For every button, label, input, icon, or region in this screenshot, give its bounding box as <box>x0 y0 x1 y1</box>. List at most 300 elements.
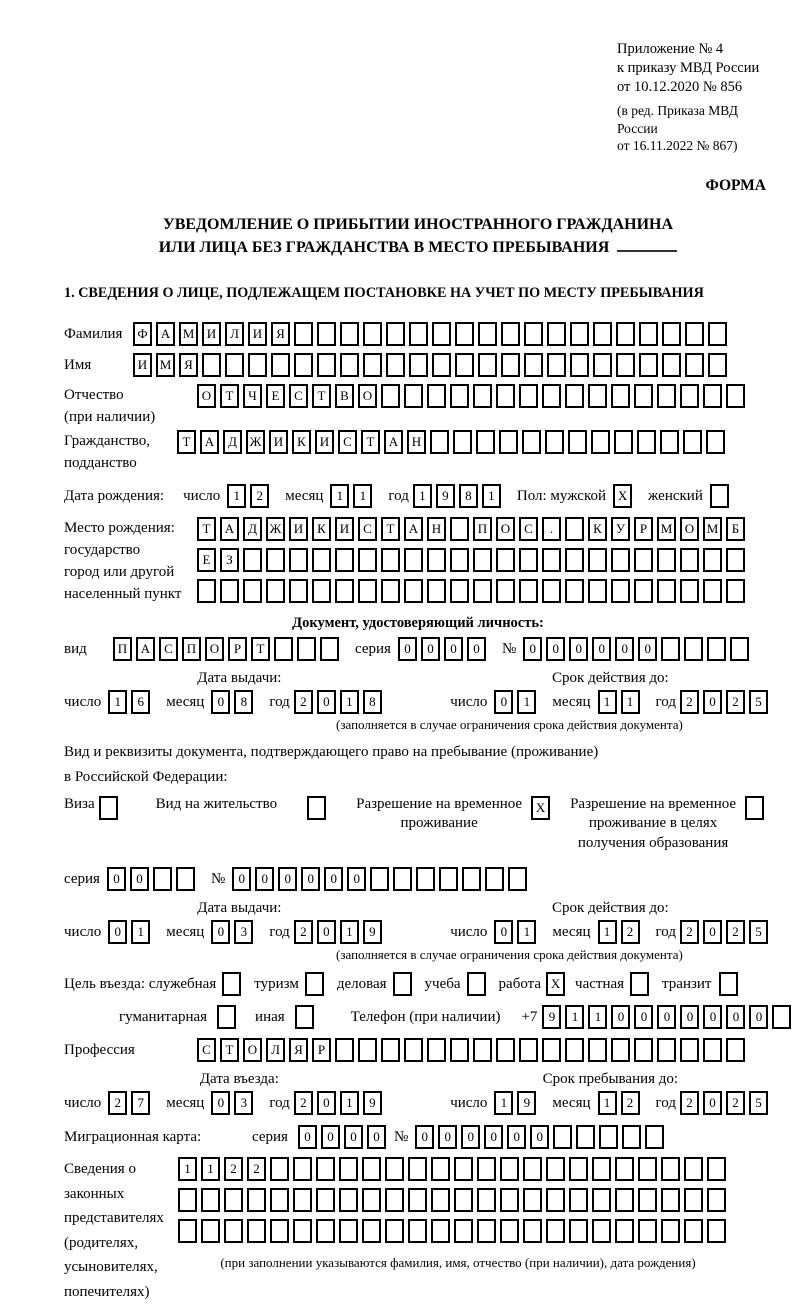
char-cell[interactable] <box>637 430 656 454</box>
char-cell[interactable] <box>320 637 339 661</box>
char-cell[interactable] <box>592 1188 611 1212</box>
char-cell[interactable] <box>293 1188 312 1212</box>
char-cell[interactable] <box>599 1125 618 1149</box>
char-cell[interactable] <box>454 1219 473 1243</box>
char-cell[interactable] <box>432 353 451 377</box>
char-cell[interactable]: 5 <box>749 920 768 944</box>
char-cell[interactable] <box>450 548 469 572</box>
char-cell[interactable] <box>427 579 446 603</box>
char-cell[interactable] <box>339 1157 358 1181</box>
char-cell[interactable]: И <box>248 322 267 346</box>
char-cell[interactable] <box>450 1038 469 1062</box>
char-cell[interactable] <box>523 1157 542 1181</box>
char-cell[interactable] <box>501 353 520 377</box>
char-cell[interactable] <box>316 1219 335 1243</box>
char-cell[interactable]: С <box>338 430 357 454</box>
char-cell[interactable]: 0 <box>444 637 463 661</box>
char-cell[interactable]: М <box>156 353 175 377</box>
char-cell[interactable]: 0 <box>749 1005 768 1029</box>
char-cell[interactable] <box>381 1038 400 1062</box>
char-cell[interactable]: 2 <box>726 920 745 944</box>
char-cell[interactable]: 0 <box>546 637 565 661</box>
char-cell[interactable]: 0 <box>255 867 274 891</box>
char-cell[interactable] <box>404 548 423 572</box>
char-cell[interactable] <box>661 1219 680 1243</box>
char-cell[interactable]: Я <box>179 353 198 377</box>
char-cell[interactable] <box>363 322 382 346</box>
char-cell[interactable] <box>570 322 589 346</box>
char-cell[interactable] <box>362 1219 381 1243</box>
char-cell[interactable]: А <box>136 637 155 661</box>
checkbox-cell[interactable] <box>99 796 118 820</box>
char-cell[interactable] <box>565 1038 584 1062</box>
char-cell[interactable] <box>680 384 699 408</box>
char-cell[interactable]: А <box>156 322 175 346</box>
char-cell[interactable] <box>289 548 308 572</box>
char-cell[interactable]: 1 <box>621 690 640 714</box>
checkbox-cell[interactable] <box>745 796 764 820</box>
char-cell[interactable] <box>404 384 423 408</box>
char-cell[interactable] <box>638 1219 657 1243</box>
char-cell[interactable] <box>565 548 584 572</box>
char-cell[interactable] <box>439 867 458 891</box>
char-cell[interactable] <box>363 353 382 377</box>
char-cell[interactable] <box>726 548 745 572</box>
char-cell[interactable] <box>385 1188 404 1212</box>
char-cell[interactable] <box>381 548 400 572</box>
char-cell[interactable]: Т <box>251 637 270 661</box>
char-cell[interactable]: П <box>473 517 492 541</box>
char-cell[interactable] <box>381 384 400 408</box>
char-cell[interactable] <box>340 353 359 377</box>
char-cell[interactable] <box>524 353 543 377</box>
char-cell[interactable]: П <box>182 637 201 661</box>
char-cell[interactable] <box>501 322 520 346</box>
char-cell[interactable] <box>297 637 316 661</box>
char-cell[interactable]: Д <box>223 430 242 454</box>
char-cell[interactable] <box>289 579 308 603</box>
char-cell[interactable]: 2 <box>294 1091 313 1115</box>
char-cell[interactable]: 2 <box>108 1091 127 1115</box>
char-cell[interactable]: 9 <box>542 1005 561 1029</box>
char-cell[interactable]: 0 <box>298 1125 317 1149</box>
char-cell[interactable]: 8 <box>459 484 478 508</box>
char-cell[interactable] <box>611 548 630 572</box>
char-cell[interactable]: С <box>197 1038 216 1062</box>
char-cell[interactable]: 0 <box>703 920 722 944</box>
char-cell[interactable]: 0 <box>726 1005 745 1029</box>
char-cell[interactable]: Ф <box>133 322 152 346</box>
char-cell[interactable]: П <box>113 637 132 661</box>
char-cell[interactable] <box>616 353 635 377</box>
char-cell[interactable]: 1 <box>340 920 359 944</box>
char-cell[interactable] <box>427 384 446 408</box>
char-cell[interactable] <box>335 579 354 603</box>
char-cell[interactable]: Т <box>361 430 380 454</box>
char-cell[interactable]: 0 <box>592 637 611 661</box>
char-cell[interactable]: 1 <box>178 1157 197 1181</box>
char-cell[interactable] <box>478 353 497 377</box>
char-cell[interactable] <box>708 353 727 377</box>
char-cell[interactable]: 2 <box>247 1157 266 1181</box>
char-cell[interactable]: О <box>358 384 377 408</box>
char-cell[interactable]: 0 <box>344 1125 363 1149</box>
char-cell[interactable]: Т <box>220 384 239 408</box>
char-cell[interactable]: 0 <box>494 690 513 714</box>
char-cell[interactable]: У <box>611 517 630 541</box>
char-cell[interactable] <box>293 1219 312 1243</box>
char-cell[interactable] <box>247 1219 266 1243</box>
char-cell[interactable] <box>592 1157 611 1181</box>
char-cell[interactable] <box>684 1188 703 1212</box>
char-cell[interactable]: 0 <box>467 637 486 661</box>
char-cell[interactable]: 0 <box>130 867 149 891</box>
char-cell[interactable] <box>565 579 584 603</box>
char-cell[interactable] <box>409 322 428 346</box>
char-cell[interactable] <box>519 548 538 572</box>
char-cell[interactable] <box>370 867 389 891</box>
char-cell[interactable]: 9 <box>436 484 455 508</box>
checkbox-cell[interactable] <box>630 972 649 996</box>
checkbox-cell[interactable] <box>307 796 326 820</box>
char-cell[interactable] <box>178 1219 197 1243</box>
char-cell[interactable]: С <box>519 517 538 541</box>
char-cell[interactable]: Л <box>266 1038 285 1062</box>
checkbox-cell[interactable]: X <box>546 972 565 996</box>
char-cell[interactable]: М <box>657 517 676 541</box>
char-cell[interactable] <box>660 430 679 454</box>
char-cell[interactable]: 3 <box>234 920 253 944</box>
checkbox-cell[interactable] <box>305 972 324 996</box>
char-cell[interactable]: 1 <box>588 1005 607 1029</box>
char-cell[interactable]: 1 <box>340 1091 359 1115</box>
char-cell[interactable]: З <box>220 548 239 572</box>
char-cell[interactable] <box>657 548 676 572</box>
char-cell[interactable]: 0 <box>484 1125 503 1149</box>
char-cell[interactable]: 2 <box>680 920 699 944</box>
char-cell[interactable] <box>335 1038 354 1062</box>
char-cell[interactable] <box>270 1157 289 1181</box>
char-cell[interactable]: 1 <box>131 920 150 944</box>
char-cell[interactable] <box>662 353 681 377</box>
char-cell[interactable] <box>317 322 336 346</box>
char-cell[interactable] <box>519 384 538 408</box>
char-cell[interactable]: 1 <box>482 484 501 508</box>
char-cell[interactable] <box>706 430 725 454</box>
char-cell[interactable] <box>430 430 449 454</box>
char-cell[interactable]: Н <box>427 517 446 541</box>
char-cell[interactable] <box>508 867 527 891</box>
char-cell[interactable] <box>622 1125 641 1149</box>
char-cell[interactable]: С <box>289 384 308 408</box>
char-cell[interactable] <box>500 1219 519 1243</box>
char-cell[interactable]: К <box>588 517 607 541</box>
char-cell[interactable] <box>542 384 561 408</box>
char-cell[interactable] <box>339 1219 358 1243</box>
char-cell[interactable]: . <box>542 517 561 541</box>
char-cell[interactable] <box>404 1038 423 1062</box>
char-cell[interactable]: Р <box>228 637 247 661</box>
char-cell[interactable]: О <box>197 384 216 408</box>
char-cell[interactable]: 1 <box>227 484 246 508</box>
char-cell[interactable]: 0 <box>317 920 336 944</box>
char-cell[interactable] <box>358 548 377 572</box>
char-cell[interactable] <box>476 430 495 454</box>
char-cell[interactable] <box>684 1157 703 1181</box>
char-cell[interactable]: Ч <box>243 384 262 408</box>
char-cell[interactable] <box>316 1188 335 1212</box>
char-cell[interactable] <box>611 1038 630 1062</box>
char-cell[interactable] <box>685 353 704 377</box>
char-cell[interactable] <box>680 1038 699 1062</box>
char-cell[interactable]: Т <box>381 517 400 541</box>
char-cell[interactable]: 1 <box>340 690 359 714</box>
char-cell[interactable] <box>523 1219 542 1243</box>
char-cell[interactable]: 1 <box>494 1091 513 1115</box>
char-cell[interactable] <box>730 637 749 661</box>
char-cell[interactable] <box>178 1188 197 1212</box>
char-cell[interactable] <box>657 579 676 603</box>
char-cell[interactable]: 0 <box>507 1125 526 1149</box>
char-cell[interactable]: О <box>243 1038 262 1062</box>
char-cell[interactable]: Т <box>197 517 216 541</box>
char-cell[interactable]: Л <box>225 322 244 346</box>
char-cell[interactable] <box>661 1157 680 1181</box>
char-cell[interactable] <box>362 1188 381 1212</box>
char-cell[interactable] <box>542 1038 561 1062</box>
char-cell[interactable] <box>588 579 607 603</box>
char-cell[interactable] <box>568 430 587 454</box>
char-cell[interactable]: 1 <box>598 920 617 944</box>
char-cell[interactable] <box>274 637 293 661</box>
checkbox-cell[interactable] <box>217 1005 236 1029</box>
char-cell[interactable]: К <box>312 517 331 541</box>
char-cell[interactable]: А <box>200 430 219 454</box>
char-cell[interactable] <box>662 322 681 346</box>
char-cell[interactable] <box>569 1157 588 1181</box>
char-cell[interactable] <box>500 1188 519 1212</box>
char-cell[interactable] <box>477 1157 496 1181</box>
char-cell[interactable]: А <box>404 517 423 541</box>
char-cell[interactable]: 0 <box>611 1005 630 1029</box>
char-cell[interactable]: 2 <box>294 920 313 944</box>
char-cell[interactable] <box>500 1157 519 1181</box>
char-cell[interactable] <box>772 1005 791 1029</box>
char-cell[interactable] <box>294 322 313 346</box>
char-cell[interactable] <box>657 1038 676 1062</box>
char-cell[interactable]: 2 <box>294 690 313 714</box>
char-cell[interactable] <box>591 430 610 454</box>
checkbox-cell[interactable]: X <box>613 484 632 508</box>
char-cell[interactable]: 6 <box>131 690 150 714</box>
char-cell[interactable]: 7 <box>131 1091 150 1115</box>
char-cell[interactable]: Е <box>197 548 216 572</box>
char-cell[interactable]: Ж <box>246 430 265 454</box>
char-cell[interactable] <box>271 353 290 377</box>
char-cell[interactable] <box>340 322 359 346</box>
char-cell[interactable] <box>645 1125 664 1149</box>
char-cell[interactable]: 1 <box>201 1157 220 1181</box>
char-cell[interactable]: 9 <box>363 920 382 944</box>
char-cell[interactable]: А <box>384 430 403 454</box>
char-cell[interactable] <box>248 353 267 377</box>
char-cell[interactable] <box>224 1188 243 1212</box>
char-cell[interactable] <box>576 1125 595 1149</box>
char-cell[interactable]: А <box>220 517 239 541</box>
char-cell[interactable] <box>657 384 676 408</box>
char-cell[interactable] <box>588 1038 607 1062</box>
checkbox-cell[interactable] <box>467 972 486 996</box>
char-cell[interactable]: 0 <box>569 637 588 661</box>
char-cell[interactable]: 0 <box>301 867 320 891</box>
char-cell[interactable] <box>661 1188 680 1212</box>
char-cell[interactable] <box>615 1188 634 1212</box>
char-cell[interactable] <box>638 1188 657 1212</box>
char-cell[interactable] <box>312 579 331 603</box>
char-cell[interactable] <box>519 579 538 603</box>
char-cell[interactable] <box>454 1188 473 1212</box>
char-cell[interactable]: 0 <box>367 1125 386 1149</box>
char-cell[interactable] <box>450 579 469 603</box>
char-cell[interactable]: 5 <box>749 1091 768 1115</box>
char-cell[interactable]: 0 <box>321 1125 340 1149</box>
char-cell[interactable] <box>707 1219 726 1243</box>
char-cell[interactable] <box>270 1219 289 1243</box>
char-cell[interactable] <box>638 1157 657 1181</box>
char-cell[interactable] <box>639 353 658 377</box>
char-cell[interactable]: 2 <box>224 1157 243 1181</box>
char-cell[interactable] <box>270 1188 289 1212</box>
char-cell[interactable] <box>522 430 541 454</box>
char-cell[interactable] <box>614 430 633 454</box>
char-cell[interactable] <box>546 1188 565 1212</box>
char-cell[interactable] <box>616 322 635 346</box>
char-cell[interactable]: Я <box>289 1038 308 1062</box>
char-cell[interactable] <box>473 384 492 408</box>
char-cell[interactable] <box>615 1219 634 1243</box>
char-cell[interactable] <box>454 1157 473 1181</box>
char-cell[interactable] <box>680 548 699 572</box>
char-cell[interactable] <box>545 430 564 454</box>
char-cell[interactable] <box>499 430 518 454</box>
char-cell[interactable]: И <box>289 517 308 541</box>
char-cell[interactable] <box>462 867 481 891</box>
char-cell[interactable] <box>708 322 727 346</box>
char-cell[interactable]: 1 <box>108 690 127 714</box>
char-cell[interactable]: 0 <box>108 920 127 944</box>
char-cell[interactable] <box>243 548 262 572</box>
char-cell[interactable]: 0 <box>107 867 126 891</box>
char-cell[interactable] <box>427 1038 446 1062</box>
char-cell[interactable] <box>312 548 331 572</box>
char-cell[interactable] <box>408 1219 427 1243</box>
char-cell[interactable] <box>427 548 446 572</box>
char-cell[interactable] <box>294 353 313 377</box>
char-cell[interactable] <box>546 1157 565 1181</box>
char-cell[interactable] <box>385 1219 404 1243</box>
char-cell[interactable] <box>473 579 492 603</box>
char-cell[interactable]: 0 <box>317 1091 336 1115</box>
char-cell[interactable] <box>477 1219 496 1243</box>
char-cell[interactable] <box>726 1038 745 1062</box>
char-cell[interactable] <box>386 353 405 377</box>
char-cell[interactable] <box>569 1219 588 1243</box>
char-cell[interactable] <box>266 548 285 572</box>
checkbox-cell[interactable]: X <box>531 796 550 820</box>
char-cell[interactable] <box>639 322 658 346</box>
char-cell[interactable] <box>542 579 561 603</box>
char-cell[interactable]: М <box>703 517 722 541</box>
char-cell[interactable]: 1 <box>517 920 536 944</box>
char-cell[interactable]: Т <box>220 1038 239 1062</box>
char-cell[interactable] <box>450 384 469 408</box>
char-cell[interactable]: 0 <box>324 867 343 891</box>
char-cell[interactable] <box>455 322 474 346</box>
char-cell[interactable]: 0 <box>415 1125 434 1149</box>
char-cell[interactable]: 5 <box>749 690 768 714</box>
char-cell[interactable] <box>703 579 722 603</box>
char-cell[interactable]: Н <box>407 430 426 454</box>
char-cell[interactable] <box>523 1188 542 1212</box>
char-cell[interactable] <box>473 548 492 572</box>
char-cell[interactable] <box>634 384 653 408</box>
char-cell[interactable] <box>225 353 244 377</box>
char-cell[interactable]: Б <box>726 517 745 541</box>
char-cell[interactable] <box>634 1038 653 1062</box>
char-cell[interactable] <box>358 1038 377 1062</box>
char-cell[interactable] <box>570 353 589 377</box>
char-cell[interactable] <box>485 867 504 891</box>
char-cell[interactable]: О <box>205 637 224 661</box>
char-cell[interactable] <box>496 384 515 408</box>
char-cell[interactable]: 0 <box>398 637 417 661</box>
char-cell[interactable]: 1 <box>330 484 349 508</box>
char-cell[interactable] <box>685 322 704 346</box>
char-cell[interactable]: 0 <box>703 1005 722 1029</box>
char-cell[interactable] <box>703 384 722 408</box>
char-cell[interactable]: 0 <box>317 690 336 714</box>
checkbox-cell[interactable] <box>719 972 738 996</box>
char-cell[interactable]: 2 <box>250 484 269 508</box>
char-cell[interactable]: Р <box>312 1038 331 1062</box>
checkbox-cell[interactable] <box>222 972 241 996</box>
char-cell[interactable] <box>416 867 435 891</box>
char-cell[interactable]: 2 <box>621 920 640 944</box>
char-cell[interactable]: О <box>496 517 515 541</box>
char-cell[interactable]: 0 <box>634 1005 653 1029</box>
char-cell[interactable]: 2 <box>680 1091 699 1115</box>
char-cell[interactable] <box>266 579 285 603</box>
char-cell[interactable]: 0 <box>461 1125 480 1149</box>
char-cell[interactable]: 9 <box>517 1091 536 1115</box>
char-cell[interactable] <box>408 1157 427 1181</box>
char-cell[interactable] <box>393 867 412 891</box>
char-cell[interactable] <box>524 322 543 346</box>
char-cell[interactable] <box>386 322 405 346</box>
char-cell[interactable] <box>202 353 221 377</box>
char-cell[interactable]: 1 <box>353 484 372 508</box>
char-cell[interactable] <box>684 637 703 661</box>
char-cell[interactable] <box>703 548 722 572</box>
char-cell[interactable] <box>153 867 172 891</box>
char-cell[interactable] <box>707 1157 726 1181</box>
char-cell[interactable]: 0 <box>494 920 513 944</box>
char-cell[interactable] <box>680 579 699 603</box>
char-cell[interactable] <box>408 1188 427 1212</box>
char-cell[interactable] <box>726 579 745 603</box>
char-cell[interactable] <box>726 384 745 408</box>
char-cell[interactable]: 0 <box>657 1005 676 1029</box>
